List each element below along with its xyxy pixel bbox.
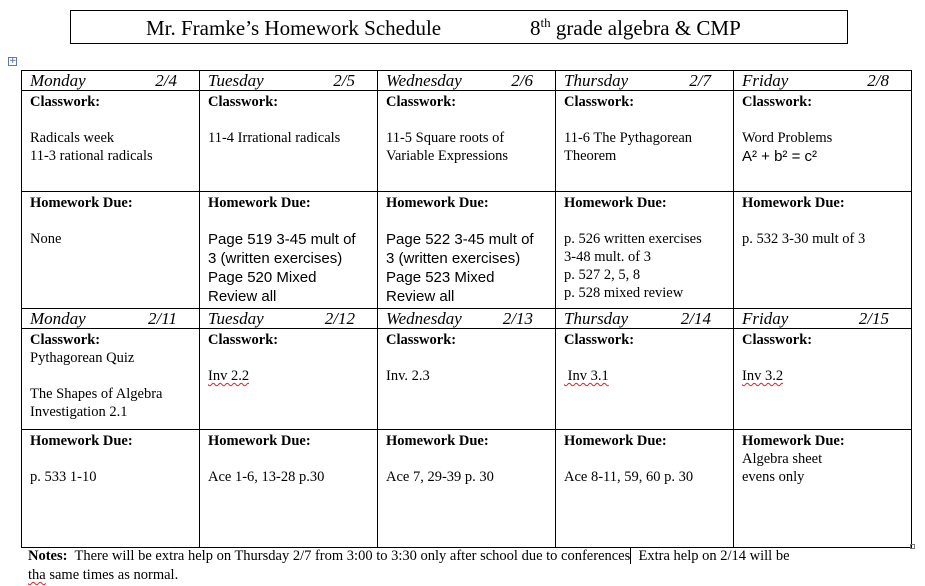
homework-cell[interactable]: Homework Due: Ace 1-6, 13-28 p.30: [200, 430, 378, 548]
classwork-cell[interactable]: Classwork: Inv 2.2: [200, 329, 378, 430]
title-teacher: Mr. Framke’s Homework Schedule: [146, 16, 442, 40]
homework-cell[interactable]: Homework Due: p. 532 3-30 mult of 3: [734, 192, 912, 309]
classwork-cell[interactable]: Classwork: 11-5 Square roots of Variable Expressions: [378, 91, 556, 192]
homework-cell[interactable]: Homework Due: p. 526 written exercises 3-48 mult. of 3 p. 527 2, 5, 8 p. 528 mixed review: [556, 192, 734, 309]
week1-classwork-row: [22, 91, 912, 192]
day-header: Friday 2/8: [734, 71, 912, 91]
notes-text: There will be extra help on Thursday 2/7 from 3:00 to 3:30 only after school due to conferences: [67, 548, 631, 564]
homework-cell[interactable]: Homework Due: None: [22, 192, 200, 309]
homework-cell[interactable]: Homework Due: Page 519 3-45 mult of 3 (written exercises) Page 520 Mixed Review all: [200, 192, 378, 309]
day-header: Thursday 2/14: [556, 309, 734, 329]
title-grade: 8th grade algebra & CMP: [530, 15, 741, 40]
classwork-cell[interactable]: Classwork: 11-6 The Pythagorean Theorem: [556, 91, 734, 192]
schedule-table: [21, 70, 912, 548]
classwork-cell[interactable]: Classwork: 11-4 Irrational radicals: [200, 91, 378, 192]
homework-cell[interactable]: Homework Due: Ace 8-11, 59, 60 p. 30: [556, 430, 734, 548]
classwork-cell[interactable]: Classwork: Inv. 2.3: [378, 329, 556, 430]
day-header: Monday 2/4: [22, 71, 200, 91]
notes-label: Notes:: [28, 548, 68, 564]
table-resize-handle[interactable]: [910, 544, 915, 549]
day-header: Tuesday 2/12: [200, 309, 378, 329]
homework-cell[interactable]: Homework Due: Page 522 3-45 mult of 3 (written exercises) Page 523 Mixed Review all: [378, 192, 556, 309]
classwork-cell[interactable]: Classwork: Inv 3.1: [556, 329, 734, 430]
week1-homework-row: [22, 192, 912, 309]
day-header: Monday 2/11: [22, 309, 200, 329]
day-header: Tuesday 2/5: [200, 71, 378, 91]
notes-misspelled: tha: [28, 567, 46, 583]
classwork-cell[interactable]: Classwork: Pythagorean Quiz The Shapes of Algebra Investigation 2.1: [22, 329, 200, 430]
page-title: [70, 10, 848, 44]
day-header: Wednesday 2/13: [378, 309, 556, 329]
day-header: Thursday 2/7: [556, 71, 734, 91]
notes-text-3: same times as normal.: [45, 567, 179, 583]
classwork-cell[interactable]: Classwork: Word Problems A² + b² = c²: [734, 91, 912, 192]
week2-day-row: [22, 309, 912, 329]
classwork-cell[interactable]: Classwork: Radicals week 11-3 rational radicals: [22, 91, 200, 192]
homework-cell[interactable]: Homework Due: p. 533 1-10: [22, 430, 200, 548]
homework-cell[interactable]: Homework Due: Algebra sheet evens only: [734, 430, 912, 548]
notes-text-2: Extra help on 2/14 will be: [631, 548, 790, 564]
day-header: Wednesday 2/6: [378, 71, 556, 91]
week2-classwork-row: [22, 329, 912, 430]
week1-day-row: [22, 71, 912, 91]
homework-cell[interactable]: Homework Due: Ace 7, 29-39 p. 30: [378, 430, 556, 548]
classwork-cell[interactable]: Classwork: Inv 3.2: [734, 329, 912, 430]
notes-paragraph[interactable]: [28, 547, 898, 585]
table-move-handle-icon[interactable]: +: [9, 56, 17, 66]
week2-homework-row: [22, 430, 912, 548]
day-header: Friday 2/15: [734, 309, 912, 329]
